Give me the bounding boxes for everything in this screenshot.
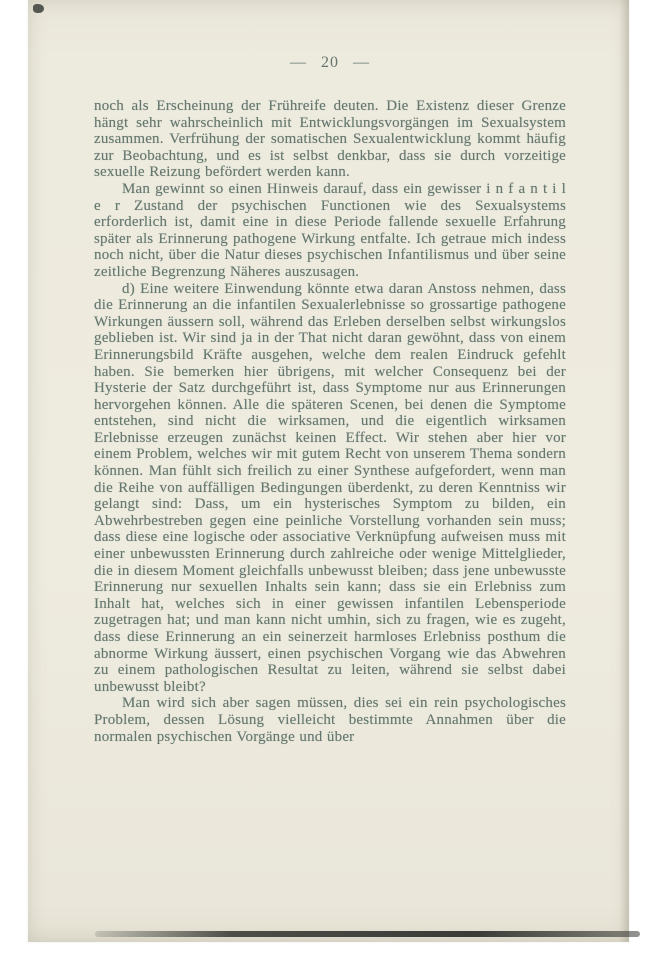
header-dash-right: —: [353, 54, 370, 71]
book-page: [28, 0, 629, 942]
scan-artifact-top-left: [33, 4, 44, 13]
page-edge-shading: [619, 0, 629, 942]
text-block: [94, 98, 566, 745]
page-content: [94, 54, 566, 745]
paragraph: Man gewinnt so einen Hinweis darauf, dass ein gewisser i n f a n t i l e r Zustand der psychischen Functionen wie des Sexualsystems erforderlich ist, damit eine in diese Periode fallende sexuelle Erfahrung später als Erinnerung pathogene Wirkung entfalte. Ich getraue mich indess noch nicht, über die Natur dieses psychischen Infantilismus und über seine zeitliche Begrenzung Näheres auszusagen.: [94, 180, 566, 280]
paragraph: Man wird sich aber sagen müssen, dies sei ein rein psychologisches Problem, dessen Lösung vielleicht bestimmte Annahmen über die normalen psychischen Vorgänge und über: [94, 695, 566, 745]
page-header: [94, 54, 566, 72]
paragraph: noch als Erscheinung der Frühreife deuten. Die Existenz dieser Grenze hängt sehr wahrscheinlich mit Entwicklungsvorgängen im Sexualsystem zusammen. Verfrühung der somatischen Sexualentwicklung kommt häufig zur Beobachtung, und es ist selbst denkbar, dass sie durch vorzeitige sexuelle Reizung befördert werden kann.: [94, 98, 566, 181]
page-number: 20: [321, 54, 339, 71]
scan-artifact-bottom-edge: [95, 931, 640, 937]
paragraph: d) Eine weitere Einwendung könnte etwa daran Anstoss nehmen, dass die Erinnerung an die infantilen Sexualerlebnisse so grossartige pathogene Wirkungen äussern soll, während das Erleben derselben selbst wirkungslos geblieben ist. Wir sind ja in der That nicht daran gewöhnt, dass von einem Erinnerungsbild Kräfte ausgehen, welche dem realen Eindruck gefehlt haben. Sie bemerken hier übrigens, mit welcher Consequenz bei der Hysterie der Satz durchgeführt ist, dass Symptome nur aus Erinnerungen hervorgehen können. Alle die späteren Scenen, bei denen die Symptome entstehen, sind nicht die wirksamen, und die eigentlich wirksamen Erlebnisse erzeugen zunächst keinen Effect. Wir stehen aber hier vor einem Problem, welches wir mit gutem Recht von unserem Thema sondern können. Man fühlt sich freilich zu einer Synthese aufgefordert, wenn man die Reihe von auffälligen Bedingungen überdenkt, zu deren Kenntniss wir gelangt sind: Dass, um ein hysterisches Symptom zu bilden, ein Abwehrbestreben gegen eine peinliche Vorstellung vorhanden sein muss; dass diese eine logische oder associative Verknüpfung aufweisen muss mit einer unbewussten Erinnerung durch zahlreiche oder wenige Mittelglieder, die in diesem Moment gleichfalls unbewusst bleiben; dass jene unbewusste Erinnerung nur sexuellen Inhalts sein kann; dass sie ein Erlebniss zum Inhalt hat, welches sich in einer gewissen infantilen Lebensperiode zugetragen hat; und man kann nicht umhin, sich zu fragen, wie es zugeht, dass diese Erinnerung an ein seinerzeit harmloses Erlebniss posthum die abnorme Wirkung äussert, einen psychischen Vorgang wie das Abwehren zu einem pathologischen Resultat zu leiten, während sie selbst dabei unbewusst bleibt?: [94, 280, 566, 695]
header-dash-left: —: [290, 54, 307, 71]
